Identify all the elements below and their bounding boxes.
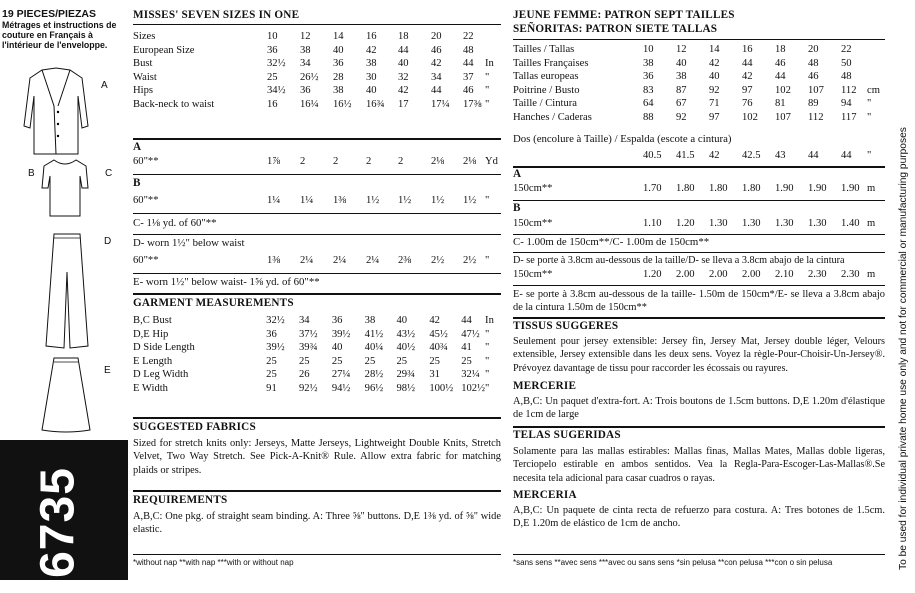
cell: 44 <box>398 44 409 56</box>
cell: 48 <box>463 44 474 56</box>
cell: 37½ <box>298 328 318 340</box>
cell: 22 <box>463 31 474 43</box>
cell: 1⅜ <box>267 255 281 267</box>
cell: 25 <box>266 369 277 381</box>
cell: 32½ <box>266 315 285 327</box>
cell: 1.70 <box>643 183 662 195</box>
cell: " <box>485 71 490 83</box>
cell: 39¾ <box>298 342 318 354</box>
cell: 102½ <box>461 382 486 394</box>
fr-dos-label: Dos (encolure à Taille) / Espalda (escote a cintura) <box>513 133 732 145</box>
cell: 2⅛ <box>463 156 477 168</box>
row-label: 150cm** <box>513 183 553 195</box>
table-row <box>133 71 501 85</box>
cell: 36 <box>643 71 654 83</box>
cell: 41½ <box>364 328 384 340</box>
cell: 2⅛ <box>431 156 445 168</box>
row-label: B,C Bust <box>133 315 172 327</box>
cell: 1.80 <box>676 183 695 195</box>
en-view-a-label: A <box>133 141 142 153</box>
cell: " <box>485 255 490 267</box>
view-e-label: E <box>104 365 111 376</box>
cell: 16 <box>742 44 753 56</box>
row-label: Sizes <box>133 31 156 43</box>
cell: 1.20 <box>643 269 662 281</box>
table-row <box>133 368 501 382</box>
en-c-note: C- 1⅛ yd. of 60"** <box>133 217 217 229</box>
row-label <box>513 149 643 163</box>
cell: 25 <box>266 355 277 367</box>
cell: 42 <box>709 150 720 162</box>
cell: 92 <box>709 84 720 96</box>
cell <box>485 30 501 44</box>
row-label: D Side Length <box>133 342 195 354</box>
cell: 71 <box>709 98 720 110</box>
cell: 44 <box>463 58 474 70</box>
cell: " <box>485 195 490 207</box>
fr-view-b-label: B <box>513 202 521 214</box>
en-b-table <box>133 194 501 208</box>
fr-title-2: SEÑORITAS: PATRON SIETE TALLAS <box>513 23 718 35</box>
cell: 102 <box>742 111 758 123</box>
cell: " <box>485 85 490 97</box>
cell: 45½ <box>429 328 448 340</box>
cell: 41 <box>461 342 472 354</box>
fr-merc-title: MERCERIA <box>513 489 577 501</box>
en-a-table <box>133 155 501 169</box>
cell: In <box>485 58 494 70</box>
en-sf-text: Sized for stretch knits only: Jerseys, Matte Jerseys, Lightweight Double Knits, Stretch Velvet, Two Way Stretch. See Pick-A-Knit® Rule. Allow extra fabric for matching plaids or stripes. <box>133 438 501 476</box>
cell: 76 <box>742 98 753 110</box>
cell: 40 <box>398 58 409 70</box>
fr-d-table <box>513 268 885 282</box>
cell: 20 <box>431 31 442 43</box>
cell: 43 <box>775 150 786 162</box>
row-label: Tallas europeas <box>513 71 579 83</box>
fr-a-table <box>513 182 885 196</box>
cell: 36 <box>267 44 278 56</box>
cell: 18 <box>775 44 786 56</box>
cell: 16 <box>366 31 377 43</box>
cell: 12 <box>300 31 311 43</box>
cell: 26½ <box>300 71 319 83</box>
en-d-table <box>133 254 501 268</box>
cell: 34 <box>298 315 310 327</box>
cell: 2 <box>398 156 404 168</box>
cell <box>867 43 885 57</box>
cell: 27¼ <box>331 369 351 381</box>
cell: 1.10 <box>643 218 662 230</box>
cell: 38 <box>366 58 377 70</box>
cell: In <box>485 315 494 327</box>
cell: 40 <box>331 342 343 354</box>
cell: 16¼ <box>300 98 319 110</box>
cell: 1.30 <box>808 218 827 230</box>
cell: 2¼ <box>333 255 347 267</box>
cell: 40.5 <box>643 150 662 162</box>
cell: 41.5 <box>676 150 695 162</box>
cell: 36 <box>266 328 277 340</box>
cell: 42 <box>366 44 377 56</box>
cell: 32½ <box>267 58 286 70</box>
cell: 2½ <box>463 255 477 267</box>
cell: 34½ <box>267 85 286 97</box>
cell: 25 <box>331 355 343 367</box>
fr-merc-text: A,B,C: Un paquete de cinta recta de refuerzo para costura. A: Tres botones de 1.5cm. D,E 1.20m de elástico de 1cm de ancho. <box>513 505 885 530</box>
cell: 22 <box>841 44 852 56</box>
cell: 44 <box>841 150 852 162</box>
fr-footnote: *sans sens **avec sens ***avec ou sans sens *sin pelusa **con pelusa ***con o sin pelusa <box>513 558 833 567</box>
cell: 38 <box>643 57 654 69</box>
cell: 83 <box>643 84 654 96</box>
cell: 25 <box>267 71 278 83</box>
cell: 17 <box>398 98 409 110</box>
table-row <box>133 98 501 112</box>
en-gm-title: GARMENT MEASUREMENTS <box>133 297 294 309</box>
cell: 25 <box>364 355 376 367</box>
cell: " <box>485 342 490 354</box>
cell: " <box>485 98 490 110</box>
cell: 96½ <box>364 382 384 394</box>
cell: 31 <box>429 369 440 381</box>
cell: 46 <box>431 44 442 56</box>
cell: 44 <box>742 57 753 69</box>
en-title: MISSES' SEVEN SIZES IN ONE <box>133 9 300 21</box>
table-row <box>513 97 885 111</box>
cell: 1.30 <box>709 218 728 230</box>
cell: 42.5 <box>742 150 761 162</box>
table-row <box>133 84 501 98</box>
cell: 1½ <box>366 195 380 207</box>
cell: 32¼ <box>461 369 480 381</box>
cell: 2.10 <box>775 269 794 281</box>
left-column <box>0 0 128 580</box>
cell: 39½ <box>331 328 351 340</box>
cell: 67 <box>676 98 687 110</box>
cell <box>485 44 501 58</box>
fr-d-note: D- se porte à 3.8cm au-dessous de la taille/D- se lleva a 3.8cm abajo de la cintura <box>513 255 845 266</box>
cell: 112 <box>841 84 857 96</box>
table-row <box>133 314 501 328</box>
cell: 1.90 <box>808 183 827 195</box>
cell: 28 <box>333 71 344 83</box>
cell: 2.30 <box>841 269 860 281</box>
cell <box>867 70 885 84</box>
cell: 38 <box>333 85 344 97</box>
pattern-number-box <box>0 440 128 580</box>
pieces-count: 19 PIECES/PIEZAS <box>2 8 96 20</box>
cell: " <box>485 382 490 394</box>
cell: Yd <box>485 156 498 168</box>
cell <box>867 57 885 71</box>
cell: 89 <box>808 98 819 110</box>
row-label: 150cm** <box>513 218 553 230</box>
table-row <box>513 70 885 84</box>
cell: 30 <box>366 71 377 83</box>
cell: 16½ <box>333 98 352 110</box>
cell: " <box>485 328 490 340</box>
pieces-note: Métrages et instructions de couture en Français à l'intérieur de l'enveloppe. <box>2 20 117 50</box>
view-b-label: B <box>28 168 35 179</box>
fr-mer-text: A,B,C: Un paquet d'extra-fort. A: Trois boutons de 1.5cm buttons. D,E 1.20m d'élastique de 1cm de large <box>513 396 885 421</box>
table-row <box>513 84 885 98</box>
en-size-table <box>133 30 501 111</box>
cell: 1⅜ <box>333 195 347 207</box>
cell: 97 <box>742 84 753 96</box>
cell: 12 <box>676 44 687 56</box>
en-req-title: REQUIREMENTS <box>133 494 228 506</box>
fr-mer-title: MERCERIE <box>513 380 577 392</box>
cell: 37 <box>463 71 474 83</box>
cell: 46 <box>775 57 786 69</box>
cell: 34 <box>300 58 311 70</box>
cell: 1½ <box>398 195 412 207</box>
view-a-sketch <box>20 66 92 161</box>
cell: 46 <box>463 85 474 97</box>
cell: 1½ <box>463 195 477 207</box>
cell: 40 <box>366 85 377 97</box>
cell: 42 <box>429 315 440 327</box>
cell: 1¼ <box>300 195 314 207</box>
row-label: Bust <box>133 58 153 70</box>
cell: 81 <box>775 98 786 110</box>
cell: 50 <box>841 57 852 69</box>
row-label: E Width <box>133 382 168 394</box>
table-row <box>133 57 501 71</box>
cell: 36 <box>300 85 311 97</box>
cell: " <box>485 369 490 381</box>
table-row <box>513 111 885 125</box>
table-row <box>133 44 501 58</box>
cell: 28½ <box>364 369 384 381</box>
en-view-b-label: B <box>133 177 141 189</box>
cell: 29¾ <box>396 369 416 381</box>
cell: 94½ <box>331 382 351 394</box>
cell: 36 <box>333 58 344 70</box>
cell: 40½ <box>396 342 416 354</box>
cell: 38 <box>300 44 311 56</box>
view-b-sketch <box>40 158 90 220</box>
table-row <box>133 341 501 355</box>
en-gm-table <box>133 314 501 395</box>
en-req-text: A,B,C: One pkg. of straight seam binding. A: Three ⅝" buttons. D,E 1⅜ yd. of ⅝" wide elastic. <box>133 511 501 536</box>
row-label: 60"** <box>133 255 159 267</box>
en-footnote: *without nap **with nap ***with or without nap <box>133 558 294 567</box>
cell: 94 <box>841 98 852 110</box>
cell: 42 <box>742 71 753 83</box>
cell: 64 <box>643 98 654 110</box>
row-label: Tailles Françaises <box>513 57 589 69</box>
row-label: D,E Hip <box>133 328 169 340</box>
cell: 2½ <box>431 255 445 267</box>
cell: 46 <box>808 71 819 83</box>
cell: 2¼ <box>300 255 314 267</box>
pattern-number: 6735 <box>31 467 85 578</box>
fr-ts-title: TISSUS SUGGERES <box>513 320 619 332</box>
cell: 10 <box>267 31 278 43</box>
cell: 16¾ <box>366 98 385 110</box>
fr-tel-text: Solamente para las mallas estirables: Mallas finas, Mallas Mates, Mallas doble ligeras, Terciopelo estirable en ambos sentidos. Vea la Regla-Para-Escoger-Las-Mallas®.Se necesita tela adicional para casar cuadros o rayas. <box>513 446 885 484</box>
cell: 20 <box>808 44 819 56</box>
cell: m <box>867 183 876 195</box>
cell: 112 <box>808 111 824 123</box>
cell: 34 <box>431 71 442 83</box>
cell: 2.00 <box>676 269 695 281</box>
table-row <box>133 30 501 44</box>
row-label: D Leg Width <box>133 369 189 381</box>
fr-title-1: JEUNE FEMME: PATRON SEPT TAILLES <box>513 9 735 21</box>
side-note: To be used for individual private home use only and not for commercial or manufacturing purposes <box>898 127 909 570</box>
cell: 25 <box>461 355 472 367</box>
cell: 25 <box>298 355 310 367</box>
cell: 17⅜ <box>463 98 482 110</box>
cell: 1.20 <box>676 218 695 230</box>
cell: " <box>867 111 872 123</box>
table-row <box>133 382 501 396</box>
cell: 40 <box>396 315 408 327</box>
cell: 25 <box>429 355 440 367</box>
row-label: Waist <box>133 71 157 83</box>
cell: 44 <box>461 315 472 327</box>
cell: 1½ <box>431 195 445 207</box>
cell: 48 <box>841 71 852 83</box>
cell: 40 <box>709 71 720 83</box>
cell: 18 <box>398 31 409 43</box>
cell: 1.90 <box>775 183 794 195</box>
cell: 2¼ <box>366 255 380 267</box>
fr-e-note: E- se porte à 3.8cm au-dessous de la taille- 1.50m de 150cm*/E- se lleva a 3.8cm abajo de la cintura 1.50m de 150cm** <box>513 289 885 314</box>
cell: 87 <box>676 84 687 96</box>
cell: 36 <box>331 315 343 327</box>
cell: 1.80 <box>742 183 761 195</box>
cell: m <box>867 218 876 230</box>
cell: " <box>485 355 490 367</box>
cell: 40 <box>676 57 687 69</box>
cell: 26 <box>298 369 310 381</box>
cell: 1⅞ <box>267 156 281 168</box>
row-label: Tailles / Tallas <box>513 44 575 56</box>
cell: 47½ <box>461 328 480 340</box>
cell: 40¾ <box>429 342 448 354</box>
cell: 2⅜ <box>398 255 412 267</box>
cell: 14 <box>709 44 720 56</box>
cell: 16 <box>267 98 278 110</box>
en-sf-title: SUGGESTED FABRICS <box>133 421 256 433</box>
row-label: Hanches / Caderas <box>513 111 592 123</box>
row-label: Hips <box>133 85 154 97</box>
table-row <box>513 43 885 57</box>
cell: 91 <box>266 382 277 394</box>
fr-ts-text: Seulement pour jersey extensible: Jersey fin, Jersey Mat, Jersey double léger, Velours extensible, Jersey extensible dans les deux sens. Voyez la règle-Pour-Choisir-Un-Jersey®. Prévoyez davantage de tissu pour raccorder les écossais ou rayures. <box>513 336 885 374</box>
cell: 92 <box>676 111 687 123</box>
cell: 43½ <box>396 328 416 340</box>
cell: 38 <box>676 71 687 83</box>
cell: 1.30 <box>742 218 761 230</box>
table-row <box>513 57 885 71</box>
row-label: 60"** <box>133 195 159 207</box>
fr-dos-table <box>513 149 885 163</box>
cell: 39½ <box>266 342 285 354</box>
fr-view-a-label: A <box>513 168 522 180</box>
cell: 42 <box>431 58 442 70</box>
row-label: Back-neck to waist <box>133 98 215 110</box>
table-row <box>133 355 501 369</box>
cell: 1.30 <box>775 218 794 230</box>
cell: 2 <box>366 156 372 168</box>
cell: 102 <box>775 84 791 96</box>
cell: 1.80 <box>709 183 728 195</box>
cell: 1.90 <box>841 183 860 195</box>
cell: 44 <box>431 85 442 97</box>
cell: 25 <box>396 355 408 367</box>
cell: 44 <box>808 150 819 162</box>
fr-b-table <box>513 217 885 231</box>
en-d-note: D- worn 1½" below waist <box>133 237 245 249</box>
cell: cm <box>867 84 880 96</box>
cell: 107 <box>808 84 824 96</box>
view-a-label: A <box>101 80 108 91</box>
cell: 2.00 <box>709 269 728 281</box>
row-label: European Size <box>133 44 195 56</box>
fr-size-table <box>513 43 885 124</box>
row-label: Poitrine / Busto <box>513 84 580 96</box>
table-row <box>133 328 501 342</box>
cell: 1¼ <box>267 195 281 207</box>
cell: 98½ <box>396 382 416 394</box>
cell: 17¼ <box>431 98 450 110</box>
cell: 38 <box>364 315 376 327</box>
view-d-sketch <box>42 232 92 350</box>
row-label: Taille / Cintura <box>513 98 577 110</box>
cell: " <box>867 150 872 162</box>
row-label: E Length <box>133 355 173 367</box>
row-label: 150cm** <box>513 269 553 281</box>
cell: 117 <box>841 111 857 123</box>
cell: 42 <box>709 57 720 69</box>
view-e-sketch <box>38 356 94 434</box>
fr-tel-title: TELAS SUGERIDAS <box>513 429 621 441</box>
cell: 40 <box>333 44 344 56</box>
cell: 2.30 <box>808 269 827 281</box>
view-d-label: D <box>104 236 112 247</box>
cell: 100½ <box>429 382 454 394</box>
cell: 2 <box>300 156 306 168</box>
cell: 2.00 <box>742 269 761 281</box>
cell: " <box>867 98 872 110</box>
cell: m <box>867 269 876 281</box>
cell: 48 <box>808 57 819 69</box>
cell: 32 <box>398 71 409 83</box>
cell: 88 <box>643 111 654 123</box>
cell: 14 <box>333 31 344 43</box>
en-e-note: E- worn 1½" below waist- 1⅝ yd. of 60"** <box>133 276 320 288</box>
cell: 107 <box>775 111 791 123</box>
row-label: 60"** <box>133 156 159 168</box>
view-c-label: C <box>105 168 113 179</box>
cell: 10 <box>643 44 654 56</box>
cell: 97 <box>709 111 720 123</box>
fr-c-note: C- 1.00m de 150cm**/C- 1.00m de 150cm** <box>513 236 710 248</box>
cell: 1.40 <box>841 218 860 230</box>
cell: 44 <box>775 71 786 83</box>
cell: 92½ <box>298 382 318 394</box>
cell: 42 <box>398 85 409 97</box>
cell: 2 <box>333 156 339 168</box>
cell: 40¼ <box>364 342 384 354</box>
